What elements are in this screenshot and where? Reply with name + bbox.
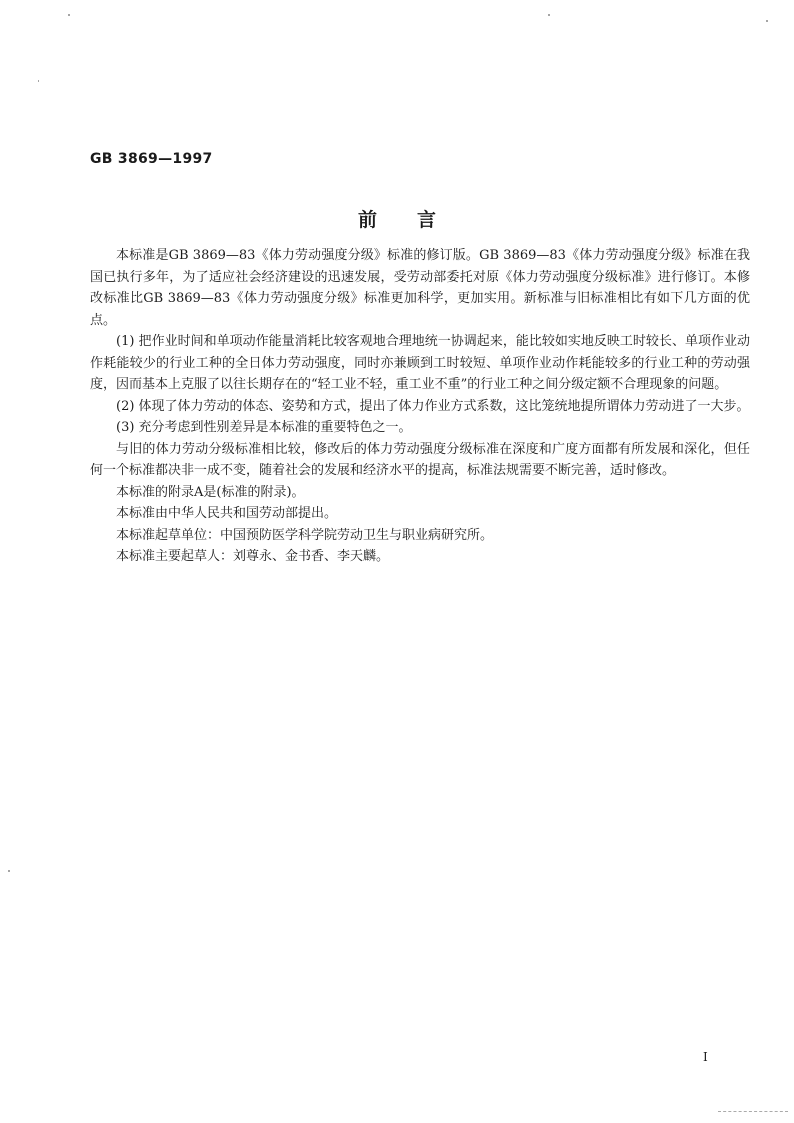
paragraph-point-2: (2) 体现了体力劳动的体态、姿势和方式，提出了体力作业方式系数，这比笼统地提所谓体力劳动进了一大步。 (116, 398, 750, 414)
page-title: 前言 (357, 209, 476, 231)
scan-speck (766, 20, 768, 22)
paragraph-comparison: 与旧的体力劳动分级标准相比较，修改后的体力劳动强度分级标准在深度和广度方面都有所发展和深化，但任何一个标准都决非一成不变，随着社会的发展和经济水平的提高，标准法规需要不断完善，适时修改。 (90, 441, 750, 478)
paragraph-point-1: (1) 把作业时间和单项动作能量消耗比较客观地合理地统一协调起来，能比较如实地反映工时较长、单项作业动作耗能较少的行业工种的全日体力劳动强度，同时亦兼顾到工时较短、单项作业动作耗能较多的行业工种的劳动强度，因而基本上克服了以往长期存在的“轻工业不轻，重工业不重”的行业工种之间分级定额不合理现象的问题。 (90, 334, 750, 392)
scan-speck (38, 80, 39, 82)
foreword-body (90, 245, 750, 568)
paragraph-drafting-unit: 本标准起草单位：中国预防医学科学院劳动卫生与职业病研究所。 (116, 527, 494, 543)
scan-speck (68, 14, 70, 16)
scan-edge-line (718, 1111, 788, 1113)
page-number: I (703, 1050, 708, 1064)
standard-code: GB 3869—1997 (90, 151, 213, 167)
paragraph-point-3: (3) 充分考虑到性别差异是本标准的重要特色之一。 (116, 420, 412, 435)
paragraph-drafters: 本标准主要起草人：刘尊永、金书香、李天麟。 (116, 549, 390, 564)
scan-speck (8, 870, 10, 872)
scan-speck (548, 14, 550, 16)
paragraph-appendix: 本标准的附录A是(标准的附录)。 (116, 484, 305, 500)
paragraph-intro: 本标准是GB 3869—83《体力劳动强度分级》标准的修订版。GB 3869—83《体力劳动强度分级》标准在我国已执行多年，为了适应社会经济建设的迅速发展，受劳动部委托对原《体力劳动强度分级标准》进行修订。本修改标准比GB 3869—83《体力劳动强度分级》标准更加科学，更加实用。新标准与旧标准相比有如下几方面的优点。 (90, 248, 750, 328)
paragraph-proposer: 本标准由中华人民共和国劳动部提出。 (116, 506, 338, 521)
